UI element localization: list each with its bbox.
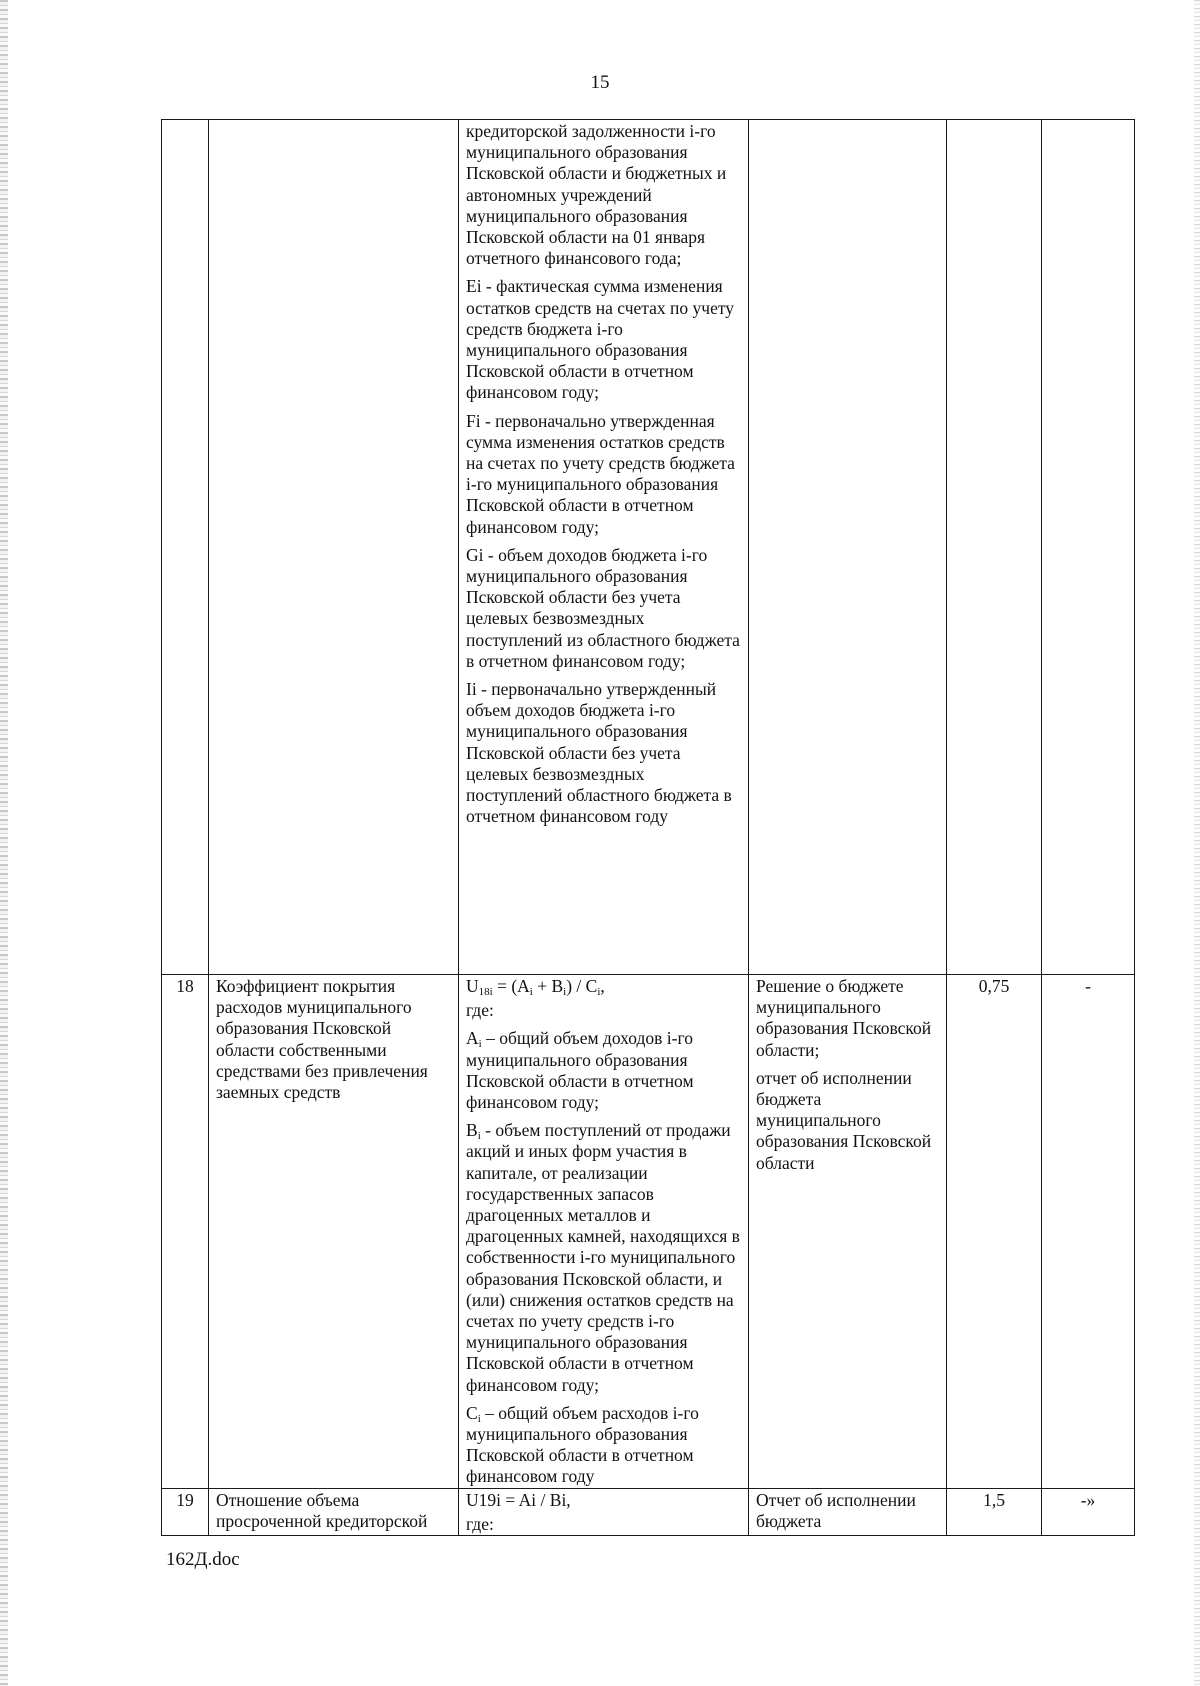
formula-subscript: i (529, 986, 533, 998)
def-subscript: i (478, 1038, 482, 1051)
definition-a (466, 1028, 741, 1113)
footer-filename: 162Д.doc (166, 1549, 240, 1570)
def-letter: C (466, 1402, 478, 1423)
cell-extra (1042, 120, 1135, 975)
page-number: 15 (590, 72, 610, 93)
formula-subscript: i (597, 986, 601, 998)
cell-indicator-name (209, 120, 459, 975)
indicator-extra: - (1042, 975, 1135, 1489)
formula-part: = (A (492, 976, 530, 996)
cell-source (749, 120, 947, 975)
formula-paragraph: Fi - первоначально утвержденная сумма изменения остатков средств на счетах по учету средств бюджета i-го муниципального образования Псковской области в отчетном финансовом году; (466, 410, 735, 537)
indicator-value: 1,5 (947, 1488, 1042, 1535)
def-subscript: i (477, 1130, 481, 1143)
def-letter: A (466, 1028, 479, 1049)
row-number: 18 (162, 975, 209, 1489)
formula-part: + B (532, 976, 564, 996)
table-row-continuation (162, 120, 1135, 975)
formula-paragraph: Gi - объем доходов бюджета i-го муниципального образования Псковской области без учета целевых безвозмездных поступлений из областного бюджета в отчетном финансовом году; (466, 544, 740, 671)
cell-source (749, 975, 947, 1489)
definition-b (466, 1120, 741, 1396)
table-row-19 (162, 1488, 1135, 1535)
scan-edge-left (0, 0, 8, 1686)
cell-formula (459, 975, 749, 1489)
cell-number (162, 120, 209, 975)
where-label: где: (466, 1000, 494, 1021)
def-text: - объем поступлений от продажи акций и иных форм участия в капитале, от реализации государственных запасов драгоценных металлов и драгоценных камней, находящихся в собственности i-го муниципального образования Псковской области, и (или) снижения остатков средств на счетах по учету средств i-го муниципального образования Псковской области в отчетном финансовом году; (466, 1120, 740, 1395)
definition-c (466, 1403, 741, 1488)
def-subscript: i (477, 1412, 481, 1425)
formula-paragraph: Ei - фактическая сумма изменения остатков средств на счетах по учету средств бюджета i-го муниципального образования Псковской области в отчетном финансовом году; (466, 276, 735, 403)
formula-paragraph: Ii - первоначально утвержденный объем доходов бюджета i-го муниципального образования Псковской области без учета целевых безвозмездных поступлений областного бюджета в отчетном финансовом году (466, 679, 732, 827)
indicator-name: Отношение объема просроченной кредиторской (209, 1488, 459, 1535)
def-letter: B (466, 1120, 478, 1141)
formula-line (466, 976, 741, 997)
cell-source: Отчет об исполнении бюджета (749, 1488, 947, 1535)
cell-formula (459, 1488, 749, 1535)
indicator-extra: -» (1042, 1488, 1135, 1535)
row-number: 19 (162, 1488, 209, 1535)
source-text: Решение о бюджете муниципального образования Псковской области; (756, 976, 932, 1060)
formula-subscript: 18i (478, 986, 493, 998)
scan-edge-right (1194, 0, 1200, 1686)
source-text: отчет об исполнении бюджета муниципального образования Псковской области (756, 1067, 932, 1173)
def-text: – общий объем доходов i-го муниципального образования Псковской области в отчетном финансовом году; (466, 1028, 694, 1113)
formula-part: U (466, 976, 479, 996)
cell-value (947, 120, 1042, 975)
indicator-name-text: Коэффициент покрытия расходов муниципального образования Псковской области собственными средствами без привлечения заемных средств (216, 976, 428, 1103)
formula-paragraph: кредиторской задолженности i-го муниципального образования Псковской области и бюджетных и автономных учреждений муниципального образования Псковской области на 01 января отчетного финансового года; (466, 121, 727, 269)
indicator-value: 0,75 (947, 975, 1042, 1489)
formula-part: , (600, 976, 605, 996)
formula-line: U19i = Ai / Bi, (466, 1489, 571, 1510)
indicator-name (209, 975, 459, 1489)
table-row-18 (162, 975, 1135, 1489)
formula-part: ) / C (566, 976, 598, 996)
indicators-table (161, 119, 1135, 1536)
where-label: где: (466, 1513, 494, 1534)
def-text: – общий объем расходов i-го муниципального образования Псковской области в отчетном финансовом году (466, 1402, 699, 1487)
formula-subscript: i (563, 986, 567, 998)
cell-formula (459, 120, 749, 975)
